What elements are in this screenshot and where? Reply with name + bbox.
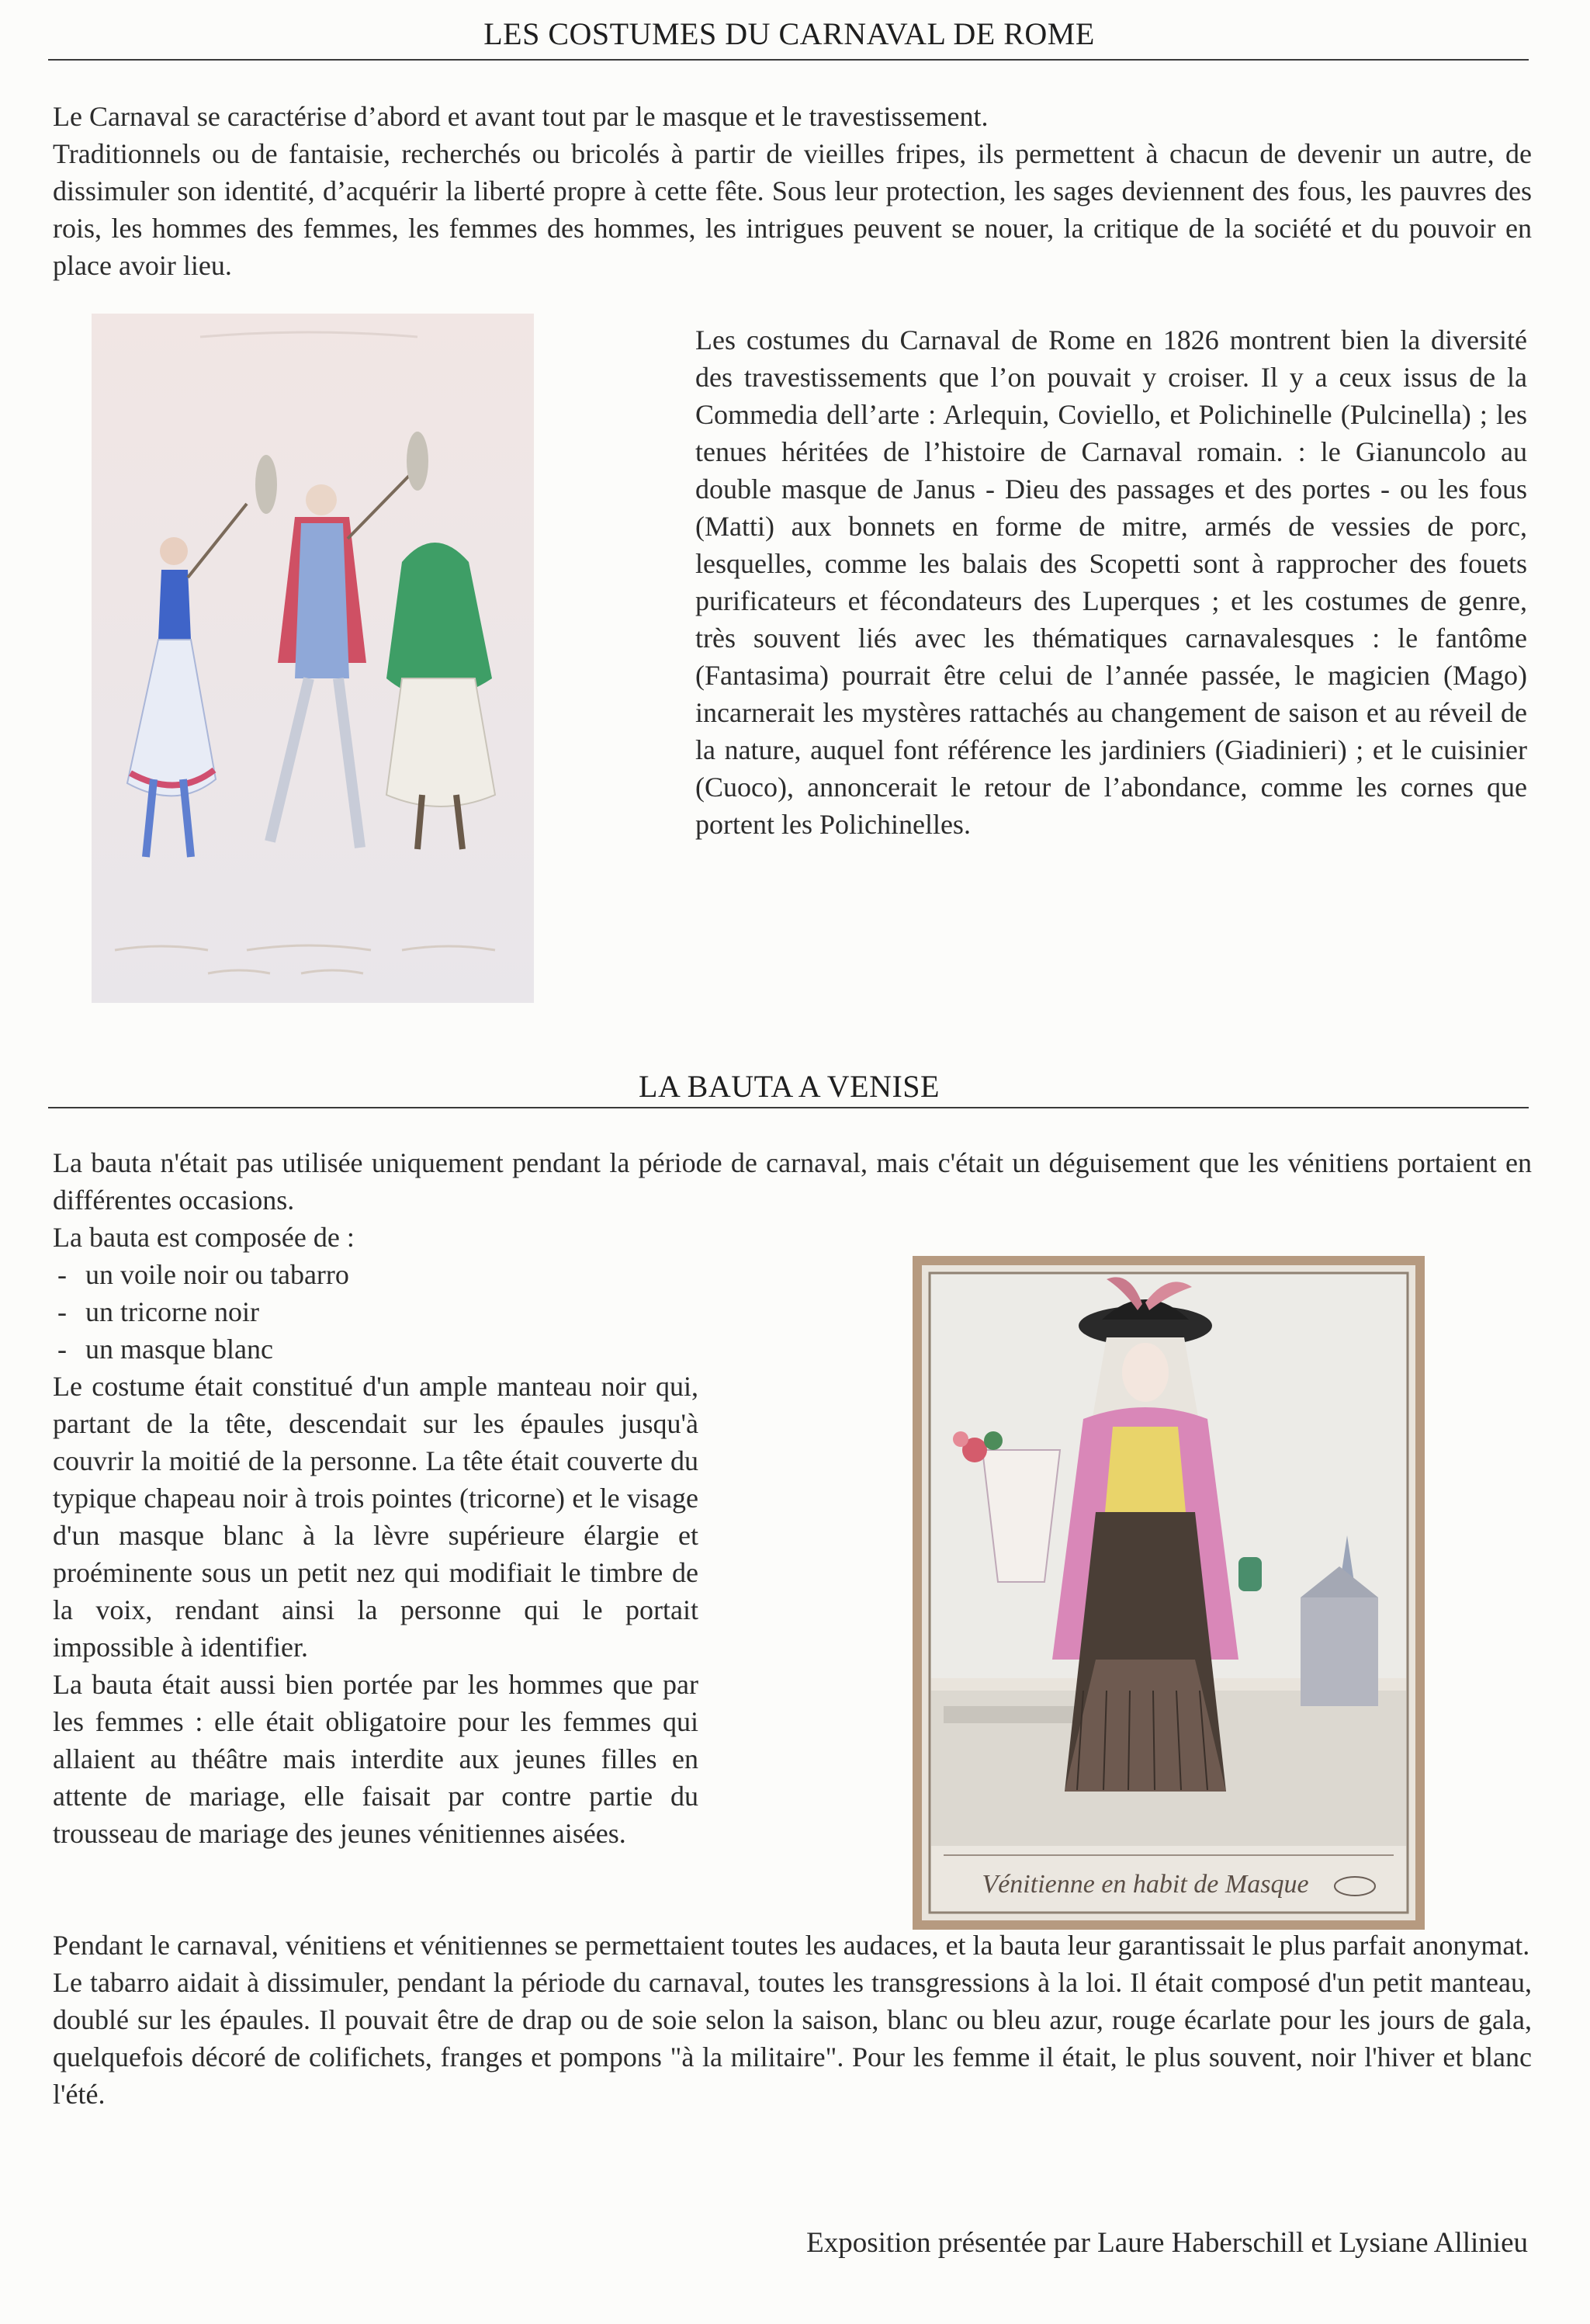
list-item: - un voile noir ou tabarro: [53, 1256, 705, 1293]
rome-costumes-illustration: [92, 314, 534, 1003]
bauta-intro: La bauta n'était pas utilisée uniquement pendant la période de carnaval, mais c'était un déguisement que les vénitiens portaient en différentes occasions.: [53, 1147, 1532, 1216]
title-rule-bauta: [48, 1107, 1529, 1108]
rome-intro: [53, 98, 1532, 284]
bauta-costume-paragraph: Le costume était constitué d'un ample manteau noir qui, partant de la tête, descendait sur les épaules jusqu'à couvrir la moitié de la personne. La tête était couverte du typique chapeau noir à trois pointes (tricorne) et le visage d'un masque blanc à la lèvre supérieure élargie et proéminente sous un petit nez qui modifiait le timbre de la voix, rendant ainsi la personne qui le portait impossible à identifier.: [53, 1371, 698, 1663]
exhibition-credit: Exposition présentée par Laure Haberschill et Lysiane Allinieu: [806, 2227, 1528, 2259]
rome-intro-line-2: Traditionnels ou de fantaisie, recherchés ou bricolés à partir de vieilles fripes, ils permettent à chacun de devenir un autre, de dissimuler son identité, d’acquérir la liberté propre à cette fête. Sous leur protection, les sages deviennent des fous, les pauvres des rois, les hommes des femmes, les femmes des hommes, les intrigues peuvent se nouer, la critique de la société et du pouvoir en place avoir lieu.: [53, 138, 1532, 281]
venetian-caption: Vénitienne en habit de Masque: [982, 1870, 1309, 1899]
bauta-composition: [53, 1219, 705, 1368]
list-item: - un tricorne noir: [53, 1293, 705, 1330]
list-item: - un masque blanc: [53, 1330, 705, 1368]
bauta-description: [53, 1368, 698, 1852]
tabarro-paragraph: Le tabarro aidait à dissimuler, pendant la période du carnaval, toutes les transgressions à la loi. Il était composé d'un petit manteau, doublé sur les épaules. Il pouvait être de drap ou de soie selon la saison, blanc ou bleu azur, rouge écarlate pour les jours de gala, quelquefois décoré de colifichets, franges et pompons "à la militaire". Pour les femme il était, le plus souvent, noir l'hiver et blanc l'été.: [53, 1967, 1532, 2110]
bauta-composition-label: La bauta est composée de :: [53, 1222, 355, 1253]
venetian-woman-image: [913, 1256, 1425, 1930]
venetian-woman-illustration: [913, 1256, 1425, 1930]
section-title-bauta: LA BAUTA A VENISE: [639, 1069, 940, 1104]
rome-costumes-image: [92, 314, 534, 1003]
rome-costumes-body: Les costumes du Carnaval de Rome en 1826 montrent bien la diversité des travestissements que l’on pouvait y croiser. Il y a ceux issus de la Commedia dell’arte : Arlequin, Coviello, et Polichinelle (Pulcinella) ; les tenues héritées de l’histoire de Carnaval romain. : le Gianuncolo au double masque de Janus - Dieu des passages et des portes - ou les fous (Matti) aux bonnets en forme de mitre, armés de vessies de porc, lesquelles, comme les balais des Scopetti sont à rapprocher des fouets purificateurs et fécondateurs des Luperques ; et les costumes de genre, très souvent liés avec les thématiques carnavalesques : le fantôme (Fantasima) pourrait être celui de l’année passée, le magicien (Mago) incarnerait les mystères rattachés au changement de saison et au réveil de la nature, auquel font référence les jardiniers (Giadinieri) ; et le cuisinier (Cuoco), annoncerait le retour de l’abondance, comme les cornes que portent les Polichinelles.: [695, 324, 1527, 840]
bauta-wearers-paragraph: La bauta était aussi bien portée par les hommes que par les femmes : elle était obligatoire pour les femmes qui allaient au théâtre mais interdite aux jeunes filles en attente de mariage, elle faisait par contre partie du trousseau de mariage des jeunes vénitiennes aisées.: [53, 1669, 698, 1849]
rome-intro-line-1: Le Carnaval se caractérise d’abord et avant tout par le masque et le travestissement.: [53, 101, 989, 132]
section-title-rome: LES COSTUMES DU CARNAVAL DE ROME: [483, 16, 1095, 51]
bauta-components-list: [53, 1256, 705, 1368]
title-rule-rome: [48, 59, 1529, 61]
bauta-anonymity-paragraph: Pendant le carnaval, vénitiens et vénitiennes se permettaient toutes les audaces, et la bauta leur garantissait le plus parfait anonymat.: [53, 1930, 1530, 1961]
bauta-closing: [53, 1927, 1532, 2113]
